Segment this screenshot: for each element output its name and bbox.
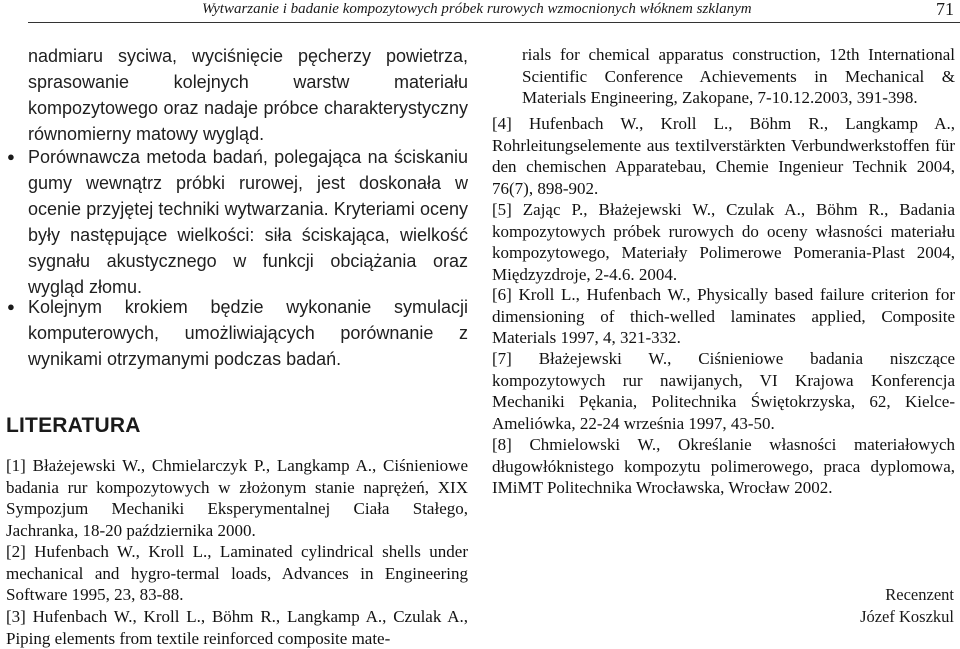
intro-paragraph: nadmiaru syciwa, wyciśnięcie pęcherzy powietrza, sprasowanie kolejnych warstw materiału kompozytowego oraz nadaje próbce charakterystyczny równomierny matowy wygląd. — [28, 46, 468, 144]
reference-item — [6, 455, 468, 542]
reference-number: [8] — [492, 435, 512, 454]
bullet-text: Kolejnym krokiem będzie wykonanie symulacji komputerowych, umożliwiających porównanie z wynikami otrzymanymi podczas badań. — [28, 297, 468, 369]
reference-number: [1] — [6, 456, 26, 475]
reference-text: Zając P., Błażejewski W., Czulak A., Böhm R., Badania kompozytowych próbek rurowych do oceny własności materiału kompozytowego, Materiały Polimerowe Pomerania-Plast 2004, Międzyzdroje, 2-4.6. 2004. — [492, 200, 956, 285]
bullet-icon: ● — [7, 299, 15, 314]
running-header — [28, 0, 960, 23]
reference-text: Błażejewski W., Chmielarczyk P., Langkamp A., Ciśnieniowe badania rur kompozytowych w złożonym stanie naprężeń, XIX Sympozjum Mechaniki Eksperymentalnej Ciała Stałego, Jachranka, 18-20 października 2000. — [6, 456, 468, 541]
reference-number: [4] — [492, 114, 512, 133]
reference-number: [2] — [6, 542, 26, 561]
bullet-text: Porównawcza metoda badań, polegająca na ściskaniu gumy wewnątrz próbki rurowej, jest doskonała w ocenie przyjętej techniki wytwarzania. Kryteriami oceny były następujące wielkości: siła ściskająca, wielkość sygnału akustycznego w funkcji obciążania oraz wygląd złomu. — [28, 147, 468, 297]
reference-text: Kroll L., Hufenbach W., Physically based failure criterion for dimensioning of thich-welled laminates applied, Composite Materials 1997, 4, 321-332. — [492, 285, 956, 348]
bullet-icon: ● — [7, 149, 15, 164]
reference-text: Błażejewski W., Ciśnieniowe badania niszczące kompozytowych rur nawijanych, VI Krajowa Konferencja Mechaniki Pękania, Politechnika Świętokrzyska, 62, Kielce-Ameliówka, 22-24 września 1997, 43-50. — [492, 349, 955, 434]
page-number: 71 — [936, 0, 954, 19]
reference-item — [492, 113, 955, 200]
reference-text: Chmielowski W., Określanie własności materiałowych długowłóknistego kompozytu polimerowego, praca dyplomowa, IMiMT Politechnika Wrocławska, Wrocław 2002. — [492, 435, 955, 498]
reviewer-name: Józef Koszkul — [860, 607, 954, 626]
reference-text: Hufenbach W., Kroll L., Böhm R., Langkamp A., Rohrleitungselemente aus textilverstärkten Verbundwerkstoffen für den chemischen Apparatebau, Chemie Ingenieur Technik 2004, 76(7), 898-902. — [492, 114, 955, 199]
reference-item — [492, 348, 955, 435]
reviewer-label: Recenzent — [885, 585, 954, 604]
reference-text: Hufenbach W., Kroll L., Böhm R., Langkamp A., Czulak A., Piping elements from textile reinforced composite mate- — [6, 607, 469, 648]
reference-item — [492, 434, 955, 499]
reference-number: [7] — [492, 349, 512, 368]
reference-text: Hufenbach W., Kroll L., Laminated cylindrical shells under mechanical and hygro-termal loads, Advances in Engineering Software 1995, 23, 83-88. — [6, 542, 468, 605]
reference-item — [6, 606, 468, 649]
reference-item — [492, 284, 955, 349]
reference-number: [6] — [492, 285, 512, 304]
reference-item — [492, 199, 955, 286]
running-header-title: Wytwarzanie i badanie kompozytowych próbek rurowych wzmocnionych włóknem szklanym — [202, 1, 752, 17]
section-heading: LITERATURA — [6, 414, 141, 437]
reference-number: [3] — [6, 607, 26, 626]
reference-continuation: rials for chemical apparatus construction, 12th International Scientific Conference Achievements in Mechanical & Materials Engineering, Zakopane, 7-10.12.2003, 391-398. — [522, 45, 955, 108]
reference-number: [5] — [492, 200, 512, 219]
reference-item — [6, 541, 468, 606]
